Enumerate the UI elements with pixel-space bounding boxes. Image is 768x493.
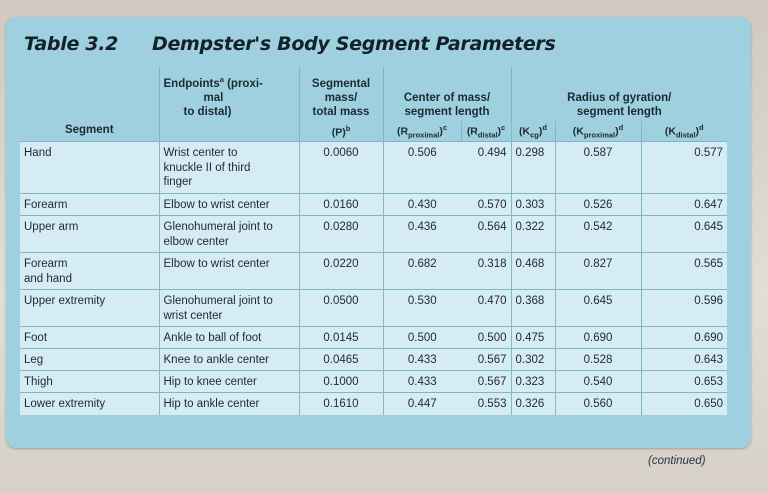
cell-P: 0.0145 [299, 327, 383, 349]
cell-segment: Foot [20, 327, 159, 349]
cell-R-proximal: 0.682 [383, 253, 461, 290]
cell-K-proximal: 0.587 [555, 142, 641, 194]
cell-K-cg: 0.303 [511, 194, 555, 216]
cell-R-distal: 0.500 [461, 327, 511, 349]
cell-P: 0.0280 [299, 216, 383, 253]
cell-K-cg: 0.298 [511, 142, 555, 194]
cell-P: 0.0465 [299, 349, 383, 371]
header-endpoints-blank [159, 121, 299, 142]
cell-R-distal: 0.564 [461, 216, 511, 253]
cell-R-distal: 0.318 [461, 253, 511, 290]
cell-R-proximal: 0.506 [383, 142, 461, 194]
cell-K-distal: 0.565 [641, 253, 727, 290]
cell-R-proximal: 0.530 [383, 290, 461, 327]
header-row-top [20, 67, 727, 121]
cell-endpoints: Glenohumeral joint to wrist center [159, 290, 299, 327]
cell-segment: Hand [20, 142, 159, 194]
table-row [20, 194, 727, 216]
cell-R-proximal: 0.430 [383, 194, 461, 216]
header-K-cg: $(K_{cg})^d$ [511, 121, 555, 142]
cell-K-cg: 0.368 [511, 290, 555, 327]
cell-R-distal: 0.494 [461, 142, 511, 194]
cell-R-distal: 0.470 [461, 290, 511, 327]
cell-K-cg: 0.302 [511, 349, 555, 371]
cell-segment: Upper arm [20, 216, 159, 253]
header-R-distal: $(R_{distal})^c$ [461, 121, 511, 142]
cell-K-distal: 0.690 [641, 327, 727, 349]
cell-R-distal: 0.570 [461, 194, 511, 216]
cell-K-distal: 0.577 [641, 142, 727, 194]
cell-endpoints: Knee to ankle center [159, 349, 299, 371]
cell-K-distal: 0.647 [641, 194, 727, 216]
table-row [20, 371, 727, 393]
cell-R-proximal: 0.436 [383, 216, 461, 253]
cell-K-cg: 0.468 [511, 253, 555, 290]
header-radius-of-gyration: Radius of gyration/ segment length [511, 67, 727, 121]
cell-K-cg: 0.475 [511, 327, 555, 349]
header-endpoints: Endpoints$^a$ (proxi- mal to distal) [159, 67, 299, 121]
cell-K-cg: 0.326 [511, 393, 555, 415]
cell-R-distal: 0.567 [461, 371, 511, 393]
header-segment: Segment [64, 124, 114, 136]
cell-segment: Forearm and hand [20, 253, 159, 290]
cell-R-proximal: 0.500 [383, 327, 461, 349]
cell-R-proximal: 0.433 [383, 349, 461, 371]
cell-K-distal: 0.650 [641, 393, 727, 415]
cell-K-proximal: 0.542 [555, 216, 641, 253]
cell-segment: Lower extremity [20, 393, 159, 415]
table-body [20, 142, 727, 415]
cell-P: 0.0060 [299, 142, 383, 194]
table-row [20, 349, 727, 371]
cell-K-cg: 0.322 [511, 216, 555, 253]
cell-segment: Leg [20, 349, 159, 371]
cell-P: 0.1610 [299, 393, 383, 415]
cell-K-distal: 0.643 [641, 349, 727, 371]
cell-K-distal: 0.645 [641, 216, 727, 253]
cell-endpoints: Elbow to wrist center [159, 194, 299, 216]
cell-endpoints: Glenohumeral joint to elbow center [159, 216, 299, 253]
cell-K-proximal: 0.827 [555, 253, 641, 290]
continued-note: (continued) [648, 455, 706, 467]
cell-R-distal: 0.567 [461, 349, 511, 371]
cell-segment: Thigh [20, 371, 159, 393]
cell-K-proximal: 0.526 [555, 194, 641, 216]
table-row [20, 327, 727, 349]
cell-segment: Forearm [20, 194, 159, 216]
header-K-proximal: $(K_{proximal})^d$ [555, 121, 641, 142]
cell-R-distal: 0.553 [461, 393, 511, 415]
cell-R-proximal: 0.433 [383, 371, 461, 393]
cell-endpoints: Elbow to wrist center [159, 253, 299, 290]
cell-K-cg: 0.323 [511, 371, 555, 393]
header-center-of-mass: Center of mass/ segment length [383, 67, 511, 121]
header-R-proximal: $(R_{proximal})^c$ [383, 121, 461, 142]
table-row [20, 393, 727, 415]
cell-K-proximal: 0.560 [555, 393, 641, 415]
cell-K-distal: 0.596 [641, 290, 727, 327]
cell-P: 0.0500 [299, 290, 383, 327]
table-title-text: Dempster's Body Segment Parameters [152, 33, 556, 55]
cell-segment: Upper extremity [20, 290, 159, 327]
cell-endpoints: Wrist center to knuckle II of third finger [159, 142, 299, 194]
table-row [20, 142, 727, 194]
dempster-table [20, 67, 727, 415]
header-K-distal: $(K_{distal})^d$ [641, 121, 727, 142]
cell-P: 0.1000 [299, 371, 383, 393]
cell-K-distal: 0.653 [641, 371, 727, 393]
cell-K-proximal: 0.645 [555, 290, 641, 327]
cell-P: 0.0160 [299, 194, 383, 216]
cell-K-proximal: 0.528 [555, 349, 641, 371]
cell-P: 0.0220 [299, 253, 383, 290]
cell-endpoints: Hip to ankle center [159, 393, 299, 415]
cell-K-proximal: 0.690 [555, 327, 641, 349]
table-row [20, 253, 727, 290]
table-title [24, 33, 556, 55]
header-P: $(P)^b$ [299, 121, 383, 142]
cell-K-proximal: 0.540 [555, 371, 641, 393]
header-segmental-mass: Segmental mass/ total mass [299, 67, 383, 121]
cell-endpoints: Ankle to ball of foot [159, 327, 299, 349]
cell-R-proximal: 0.447 [383, 393, 461, 415]
table-row [20, 216, 727, 253]
cell-endpoints: Hip to knee center [159, 371, 299, 393]
table-number: Table 3.2 [24, 33, 119, 55]
table-row [20, 290, 727, 327]
